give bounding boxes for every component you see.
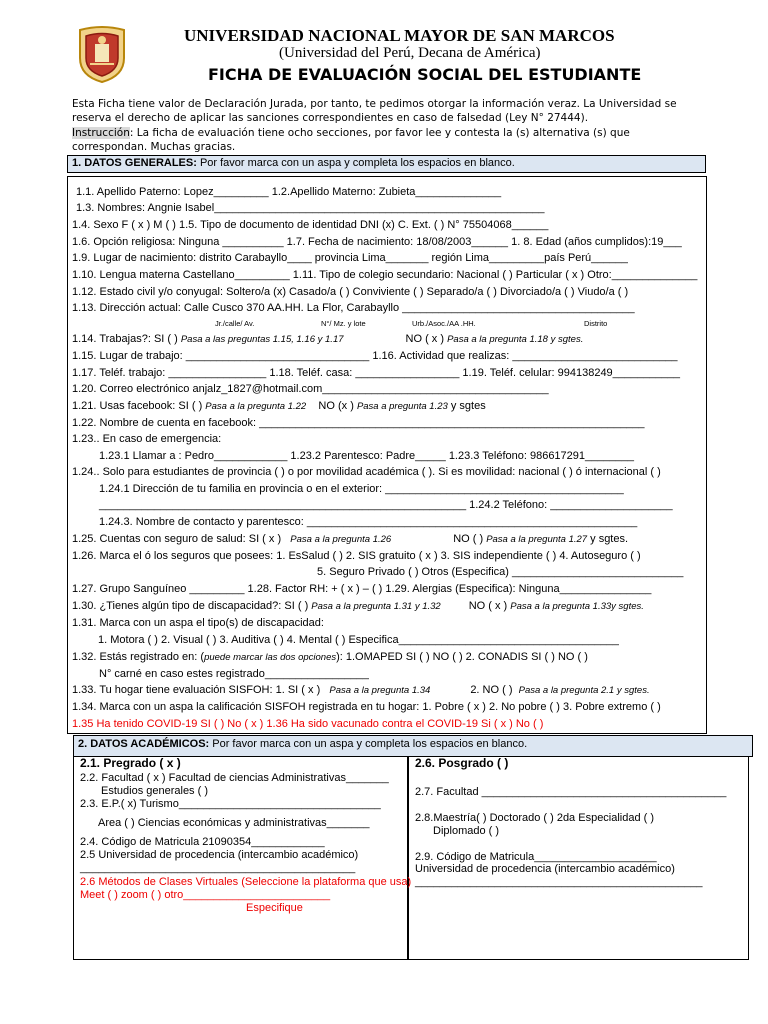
field-seguro-privado: 5. Seguro Privado ( ) Otros (Especifica) ____________________________: [317, 566, 684, 578]
field-telefonos: 1.17. Teléf. trabajo: ________________ 1.18. Teléf. casa: _________________ 1.19. Teléf. celular: 994138249___________: [72, 367, 680, 379]
field-tipo-seguro: 1.26. Marca el ó los seguros que posees: 1. EsSalud ( ) 2. SIS gratuito ( x ) 3. SIS independiente ( ) 4. Autoseguro ( ): [72, 550, 641, 562]
university-subtitle: (Universidad del Perú, Decana de América): [279, 45, 541, 61]
field-registro: 1.32. Estás registrado en: (puede marcar las dos opciones): 1.OMAPED SI ( ) NO ( ) 2. CONADIS SI ( ) NO ( ): [72, 651, 588, 663]
field-facultad-posgrado: 2.7. Facultad ________________________________________: [415, 786, 727, 798]
field-lugar-nacimiento: 1.9. Lugar de nacimiento: distrito Carabayllo____ provincia Lima_______ región Lima_________país Perú______: [72, 252, 628, 264]
address-label-street: Jr./calle/ Av.: [215, 319, 255, 328]
section-2-instructions: Por favor marca con un aspa y completa los espacios en blanco.: [209, 738, 528, 750]
field-apellidos: 1.1. Apellido Paterno: Lopez_________ 1.2.Apellido Materno: Zubieta______________: [76, 186, 502, 198]
field-diplomado: Diplomado ( ): [433, 825, 500, 837]
field-universidad-posgrado-linea: _______________________________________________: [415, 876, 703, 888]
field-sisfoh-calificacion: 1.34. Marca con un aspa la calificación SISFOH registrada en tu hogar: 1. Pobre ( x ) 2. No pobre ( ) 3. Pobre extremo ( ): [72, 701, 661, 713]
field-contacto-familia: 1.24.3. Nombre de contacto y parentesco: ______________________________________________________: [99, 516, 638, 528]
field-trabajas: 1.14. Trabajas?: SI ( ) Pasa a las preguntas 1.15, 1.16 y 1.17 NO ( x ) Pasa a la pregunta 1.18 y sgtes.: [72, 333, 584, 345]
field-lengua-colegio: 1.10. Lengua materna Castellano_________ 1.11. Tipo de colegio secundario: Nacional ( ) Particular ( x ) Otro:______________: [72, 269, 698, 281]
field-facultad: 2.2. Facultad ( x ) Facultad de ciencias Administrativas_______: [80, 772, 389, 784]
section-1-title: 1. DATOS GENERALES:: [72, 157, 197, 169]
field-estudios-generales: Estudios generales ( ): [101, 785, 208, 797]
section-2-header: [73, 735, 753, 757]
field-sexo-documento: 1.4. Sexo F ( x ) M ( ) 1.5. Tipo de documento de identidad DNI (x) C. Ext. ( ) N° 75504068______: [72, 219, 549, 231]
intro-line-4: correspondan. Muchas gracias.: [72, 141, 236, 153]
field-discapacidad-opciones: 1. Motora ( ) 2. Visual ( ) 3. Auditiva ( ) 4. Mental ( ) Especifica____________________________________: [98, 634, 619, 646]
address-label-district: Distrito: [584, 319, 608, 328]
field-escuela: 2.3. E.P.( x) Turismo_________________________________: [80, 798, 381, 810]
university-seal-icon: [76, 24, 128, 84]
section-2-title: 2. DATOS ACADÉMICOS:: [78, 738, 210, 750]
field-provincia: 1.24.. Solo para estudiantes de provincia ( ) o por movilidad académica ( ). Si es movilidad: nacional ( ) ó internacional ( ): [72, 466, 661, 478]
field-tipo-discapacidad: 1.31. Marca con un aspa el tipo(s) de discapacidad:: [72, 617, 324, 629]
intro-line-1: Esta Ficha tiene valor de Declaración Jurada, por tanto, te pedimos otorgar la información veraz. La Universidad se: [72, 98, 677, 110]
field-estado-civil: 1.12. Estado civil y/o conyugal: Soltero/a (x) Casado/a ( ) Conviviente ( ) Separado/a ( ) Divorciado/a ( ) Viudo/a ( ): [72, 286, 629, 298]
field-carne: N° carné en caso estes registrado_________________: [99, 668, 369, 680]
university-name: UNIVERSIDAD NACIONAL MAYOR DE SAN MARCOS: [184, 26, 615, 45]
field-facebook-cuenta: 1.22. Nombre de cuenta en facebook: _______________________________________________________________: [72, 417, 645, 429]
field-emergencia: 1.23.. En caso de emergencia:: [72, 433, 222, 445]
field-universidad-posgrado: Universidad de procedencia (intercambio académico): [415, 863, 675, 875]
field-direccion: 1.13. Dirección actual: Calle Cusco 370 AA.HH. La Flor, Carabayllo ______________________________________: [72, 302, 635, 314]
form-title: FICHA DE EVALUACIÓN SOCIAL DEL ESTUDIANTE: [208, 65, 642, 84]
field-clases-virtuales: 2.6 Métodos de Clases Virtuales (Seleccione la plataforma que usa): [80, 876, 412, 888]
field-codigo-pregrado: 2.4. Código de Matricula 21090354____________: [80, 836, 325, 848]
instruction-text: : La ficha de evaluación tiene ocho secciones, por favor lee y contesta la (s) alternativa (s) que: [129, 127, 630, 139]
field-emergencia-contacto: 1.23.1 Llamar a : Pedro____________ 1.23.2 Parentesco: Padre_____ 1.23.3 Teléfono: 986617291________: [99, 450, 634, 462]
field-area: Area ( ) Ciencias económicas y administrativas_______: [98, 817, 370, 829]
field-codigo-posgrado: 2.9. Código de Matricula____________________: [415, 851, 657, 863]
field-grado: 2.8.Maestría( ) Doctorado ( ) 2da Especialidad ( ): [415, 812, 655, 824]
field-direccion-familia: 1.24.1 Dirección de tu familia en provincia o en el exterior: _______________________________________: [99, 483, 624, 495]
field-correo: 1.20. Correo electrónico anjalz_1827@hotmail.com_____________________________________: [72, 383, 549, 395]
field-plataformas: Meet ( ) zoom ( ) otro________________________: [80, 889, 331, 901]
instruction: [72, 126, 630, 140]
field-telefono-familia: ____________________________________________________________ 1.24.2 Teléfono: ____________________: [99, 499, 673, 511]
instruction-label: Instrucción: [72, 127, 130, 139]
address-label-number: N°/ Mz. y lote: [321, 319, 366, 328]
field-especifique: Especifique: [246, 902, 303, 914]
field-nombres: 1.3. Nombres: Angnie Isabel______________________________________________________: [76, 202, 545, 214]
posgrado-option: 2.6. Posgrado ( ): [415, 756, 509, 770]
field-religion-nacimiento: 1.6. Opción religiosa: Ninguna __________ 1.7. Fecha de nacimiento: 18/08/2003______ 1. 8. Edad (años cumplidos):19___: [72, 236, 682, 248]
field-universidad-procedencia: 2.5 Universidad de procedencia (intercambio académico): [80, 849, 359, 861]
field-grupo-sanguineo: 1.27. Grupo Sanguíneo _________ 1.28. Factor RH: + ( x ) – ( ) 1.29. Alergias (Especifica): Ninguna_______________: [72, 583, 652, 595]
pregrado-option: 2.1. Pregrado ( x ): [80, 756, 181, 770]
address-label-urbanization: Urb./Asoc./AA .HH.: [412, 319, 476, 328]
field-facebook: 1.21. Usas facebook: SI ( ) Pasa a la pregunta 1.22 NO (x ) Pasa a pregunta 1.23 y sgtes: [72, 400, 486, 412]
field-discapacidad: 1.30. ¿Tienes algún tipo de discapacidad?: SI ( ) Pasa a la pregunta 1.31 y 1.32 NO ( x ) Pasa a la pregunta 1.33y sgtes.: [72, 600, 644, 612]
field-sisfoh: 1.33. Tu hogar tiene evaluación SISFOH: 1. SI ( x ) Pasa a la pregunta 1.34 2. NO ( ) Pasa a la pregunta 2.1 y sgtes.: [72, 684, 650, 696]
field-seguro: 1.25. Cuentas con seguro de salud: SI ( x ) Pasa a la pregunta 1.26 NO ( ) Pasa a la pregunta 1.27 y sgtes.: [72, 533, 629, 545]
section-1-instructions: Por favor marca con un aspa y completa los espacios en blanco.: [196, 157, 515, 169]
field-covid: 1.35 Ha tenido COVID-19 SI ( ) No ( x ) 1.36 Ha sido vacunado contra el COVID-19 Si ( x ) No ( ): [72, 718, 544, 730]
field-universidad-linea: _____________________________________________: [80, 862, 356, 874]
field-lugar-trabajo: 1.15. Lugar de trabajo: ______________________________ 1.16. Actividad que realizas: ___________________________: [72, 350, 678, 362]
section-1-header: [67, 155, 706, 173]
intro-line-2: reserva el derecho de aplicar las sanciones correspondientes en caso de falsedad (Ley N° 27444).: [72, 112, 589, 124]
